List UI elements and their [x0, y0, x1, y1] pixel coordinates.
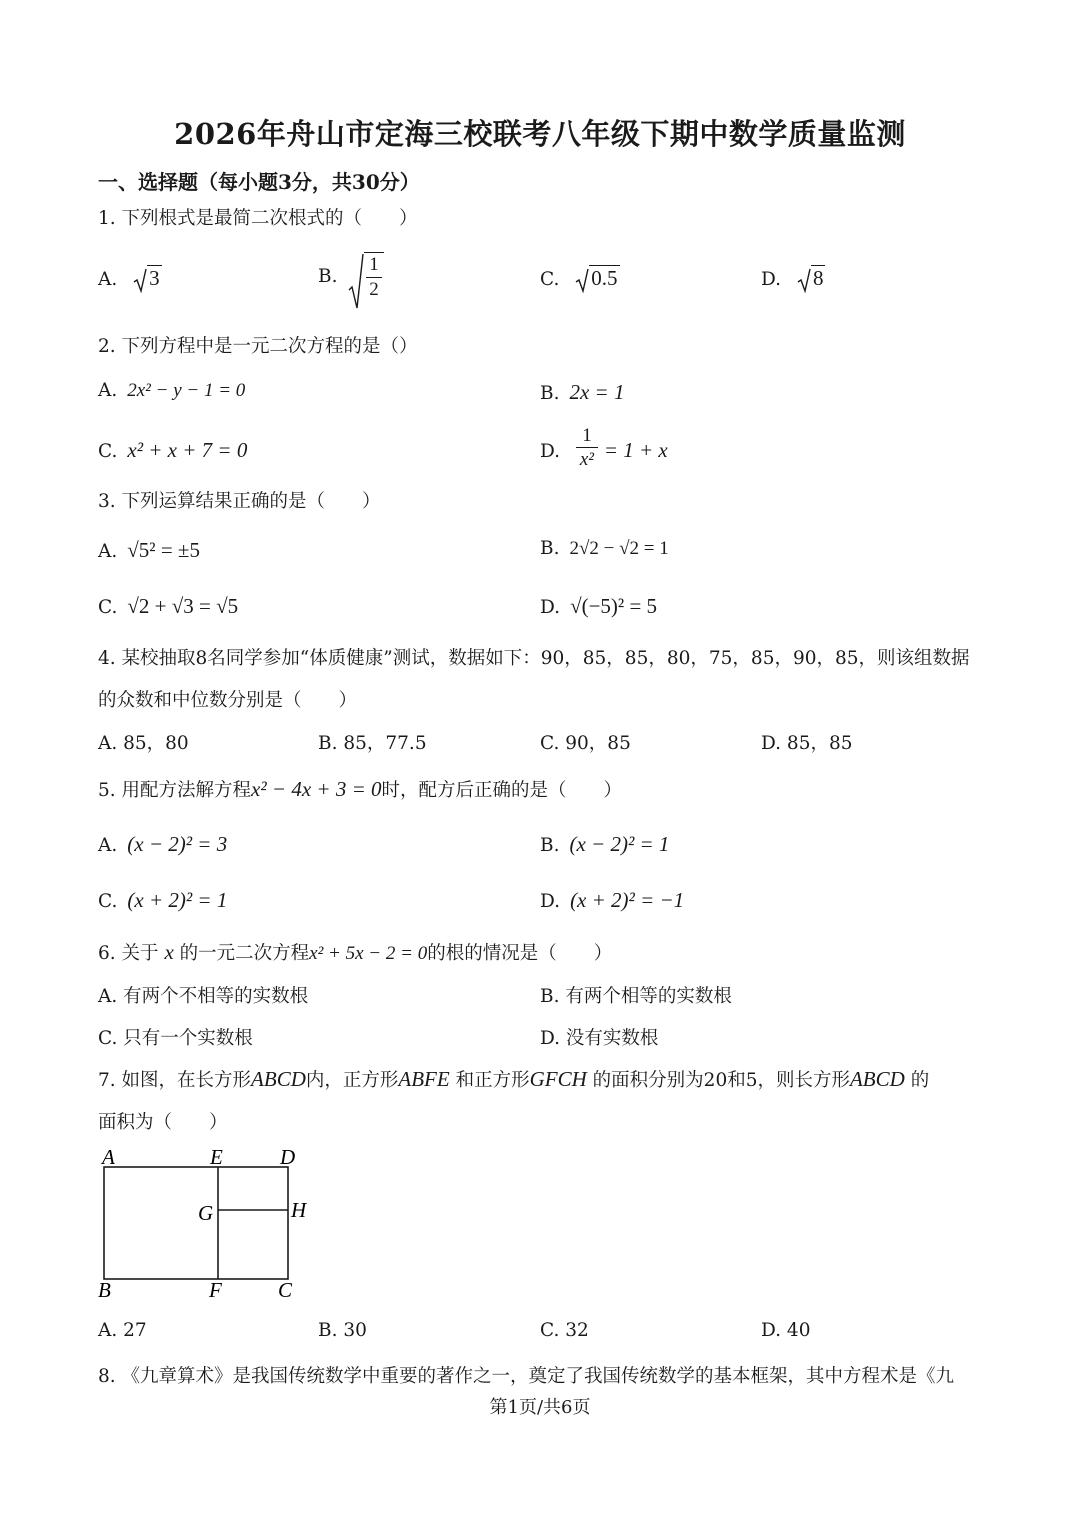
rectangle-figure	[92, 1145, 332, 1305]
fraction	[364, 252, 384, 302]
option-label: D.	[761, 269, 782, 290]
equation: x² − 4x + 3 = 0	[251, 777, 382, 801]
equation: 2x² − y − 1 = 0	[127, 380, 246, 401]
question-2-stem: 2. 下列方程中是一元二次方程的是（）	[98, 336, 418, 357]
q4-option-b: B. 85，77.5	[318, 733, 427, 754]
q1-option-d	[761, 266, 825, 293]
q3-option-b	[540, 538, 669, 560]
page-title: 2026年舟山市定海三校联考八年级下期中数学质量监测	[174, 117, 906, 151]
q7-option-d: D. 40	[761, 1320, 811, 1341]
q1-option-b	[318, 250, 379, 300]
question-1-stem: 1. 下列根式是最简二次根式的（ ）	[98, 208, 418, 229]
option-label: D.	[540, 441, 561, 462]
point-a-label: A	[102, 1145, 115, 1169]
q1-option-a	[98, 266, 162, 293]
q4-option-c: C. 90，85	[540, 733, 631, 754]
option-label: C.	[98, 891, 118, 912]
point-d-label: D	[280, 1145, 296, 1169]
option-label: B.	[540, 835, 560, 856]
q2-option-b	[540, 380, 624, 405]
equation: x² + 5x − 2 = 0	[309, 943, 428, 964]
q5-option-c	[98, 888, 227, 913]
radicand: 0.5	[591, 266, 618, 290]
q6-option-b: B. 有两个相等的实数根	[540, 986, 732, 1007]
option-label: D.	[540, 891, 561, 912]
sqrt-sign-icon	[348, 252, 364, 310]
fraction	[576, 424, 598, 471]
numerator: 1	[369, 254, 379, 275]
option-label: A.	[98, 835, 118, 856]
option-label: D.	[540, 597, 561, 618]
q2-option-c	[98, 438, 247, 463]
denominator: 2	[369, 279, 379, 300]
q2-option-d	[540, 424, 668, 478]
option-label: B.	[540, 538, 560, 559]
point-f-label: F	[209, 1278, 222, 1302]
point-e-label: E	[210, 1145, 223, 1169]
point-h-label: H	[291, 1198, 307, 1222]
q7-option-a: A. 27	[98, 1320, 147, 1341]
sqrt-sign-icon	[575, 267, 589, 293]
q7-option-c: C. 32	[540, 1320, 589, 1341]
option-label: A.	[98, 269, 118, 290]
equation: √(−5)² = 5	[570, 594, 658, 618]
question-7-stem-cont: 面积为（ ）	[98, 1112, 228, 1133]
point-g-label: G	[198, 1201, 214, 1225]
equation: (x − 2)² = 1	[569, 832, 670, 856]
page-footer: 第1页/共6页	[489, 1397, 591, 1418]
option-label: C.	[540, 269, 560, 290]
q3-option-d	[540, 594, 657, 619]
q4-option-d: D. 85，85	[761, 733, 853, 754]
equation: 2√2 − √2 = 1	[569, 538, 669, 559]
option-label: A.	[98, 380, 118, 401]
q1-option-c	[540, 266, 620, 293]
question-8-stem: 8. 《九章算术》是我国传统数学中重要的著作之一，奠定了我国传统数学的基本框架，其中方程术是《九	[98, 1366, 955, 1387]
question-6-stem: 6. 关于 x 的一元二次方程x² + 5x − 2 = 0的根的情况是（ ）	[98, 940, 613, 964]
q6-option-c: C. 只有一个实数根	[98, 1028, 253, 1049]
sqrt-sign-icon	[797, 267, 811, 293]
radicand: 8	[812, 266, 824, 290]
equation: (x − 2)² = 3	[127, 832, 228, 856]
rectangle-abcd	[104, 1167, 288, 1279]
numerator: 1	[582, 425, 592, 446]
point-c-label: C	[278, 1278, 293, 1302]
q4-option-a: A. 85，80	[98, 733, 189, 754]
sqrt-sign-icon	[133, 267, 147, 293]
q6-option-d: D. 没有实数根	[540, 1028, 659, 1049]
q5-option-d	[540, 888, 684, 913]
q6-option-a: A. 有两个不相等的实数根	[98, 986, 309, 1007]
q5-option-b	[540, 832, 669, 857]
option-label: B.	[540, 383, 560, 404]
equation: x² + x + 7 = 0	[127, 438, 248, 462]
section-heading: 一、选择题（每小题3分，共30分）	[98, 170, 420, 194]
equation: √5² = ±5	[127, 538, 200, 562]
equation: 2x = 1	[569, 380, 625, 404]
option-label: C.	[98, 441, 118, 462]
question-3-stem: 3. 下列运算结果正确的是（ ）	[98, 491, 381, 512]
q7-option-b: B. 30	[318, 1320, 367, 1341]
radicand: 3	[149, 266, 160, 290]
question-5-stem: 5. 用配方法解方程x² − 4x + 3 = 0时，配方后正确的是（ ）	[98, 777, 623, 801]
q2-option-a	[98, 380, 245, 402]
equation: (x + 2)² = 1	[127, 888, 228, 912]
q5-option-a	[98, 832, 227, 857]
option-label: B.	[318, 266, 338, 287]
question-7-stem: 7. 如图，在长方形ABCD内，正方形ABFE 和正方形GFCH 的面积分别为20和5，则长方形ABCD 的	[98, 1067, 930, 1091]
equation: = 1 + x	[603, 438, 668, 462]
equation: (x + 2)² = −1	[570, 888, 685, 912]
q3-option-a	[98, 538, 200, 563]
question-4-stem: 4. 某校抽取8名同学参加“体质健康”测试，数据如下：90，85，85，80，75，85，90，85，则该组数据	[98, 648, 970, 669]
point-b-label: B	[98, 1278, 111, 1302]
denominator: x²	[579, 449, 595, 470]
q3-option-c	[98, 594, 238, 619]
question-4-stem-cont: 的众数和中位数分别是（ ）	[98, 690, 358, 711]
option-label: A.	[98, 541, 118, 562]
equation: √2 + √3 = √5	[127, 594, 239, 618]
option-label: C.	[98, 597, 118, 618]
